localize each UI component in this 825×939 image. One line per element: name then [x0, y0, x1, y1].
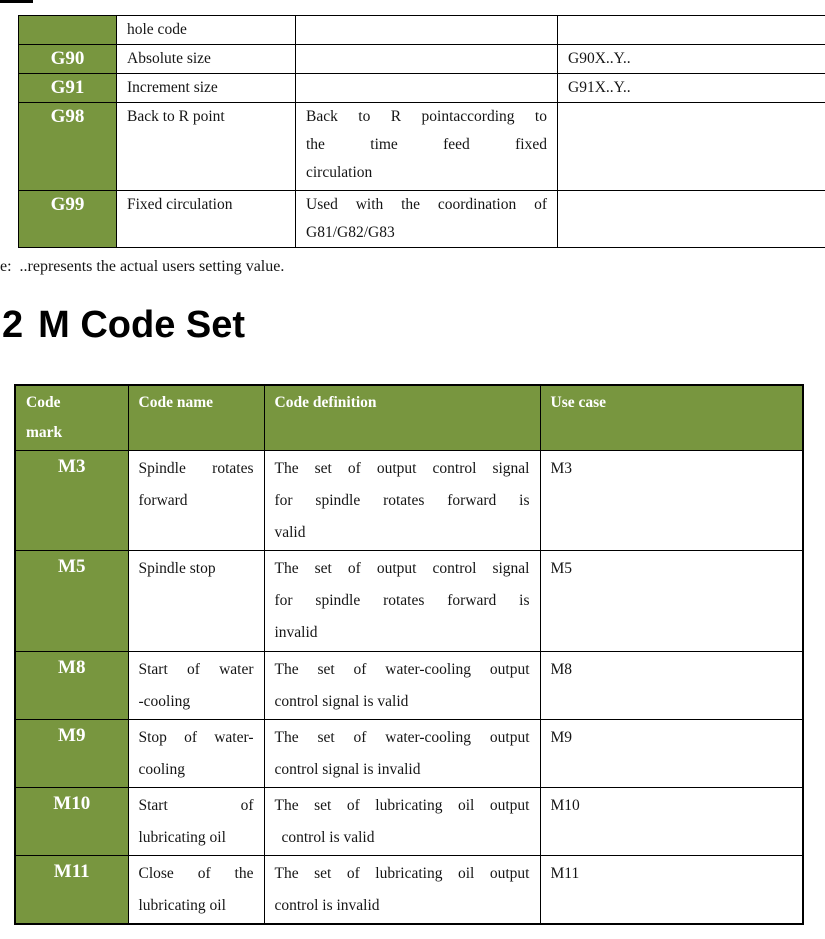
code-mark-cell [19, 16, 117, 45]
code-definition-cell [296, 103, 558, 191]
table-row [19, 74, 825, 103]
use-case-cell [558, 103, 825, 191]
section-heading [2, 303, 245, 347]
use-case-cell [558, 74, 825, 103]
use-case-cell [540, 551, 803, 652]
code-definition-line: The set of lubricating oil output [274, 865, 530, 882]
code-definition-cell [296, 16, 558, 45]
code-name-cell [117, 16, 296, 45]
use-case: M3 [550, 460, 573, 477]
code-definition-cell [264, 856, 540, 925]
use-case-cell [558, 45, 825, 74]
code-definition-line: Used with the coordination of [306, 196, 547, 213]
code-name-line: Spindle stop [138, 560, 216, 577]
code-definition-line: The set of water-cooling output [274, 729, 530, 746]
table-row [19, 191, 825, 248]
use-case: M5 [550, 560, 573, 577]
header-line: Code definition [274, 394, 377, 411]
code-mark-cell: G98 [19, 103, 117, 191]
table-header-row [15, 385, 803, 451]
code-name: hole code [127, 21, 187, 38]
code-mark-cell: G90 [19, 45, 117, 74]
table-row [15, 856, 803, 925]
code-name: Fixed circulation [127, 196, 233, 213]
code-definition-line: for spindle rotates forward is [274, 592, 530, 609]
table-row [19, 45, 825, 74]
code-name-line: lubricating oil [138, 829, 226, 846]
header-line: Use case [550, 394, 607, 411]
header-code-name [128, 385, 264, 451]
code-definition-cell [264, 652, 540, 720]
code-definition-line: for spindle rotates forward is [274, 492, 530, 509]
use-case: G90X..Y.. [568, 50, 631, 67]
code-definition-cell [296, 191, 558, 248]
code-name: Back to R point [127, 108, 225, 125]
header-line: mark [26, 424, 63, 441]
code-name-cell [117, 45, 296, 74]
code-name-cell [117, 191, 296, 248]
table-row [15, 551, 803, 652]
code-name-line: forward [138, 492, 188, 509]
table-row [15, 720, 803, 788]
code-name-line: Spindle rotates [138, 460, 254, 477]
code-name-cell [128, 856, 264, 925]
code-definition-line: Back to R pointaccording to [306, 108, 547, 125]
use-case: M10 [550, 797, 580, 814]
code-definition-line: The set of water-cooling output [274, 661, 530, 678]
code-definition-cell [264, 551, 540, 652]
code-mark-cell: M8 [15, 652, 128, 720]
code-mark-cell: M3 [15, 451, 128, 551]
table-row [15, 788, 803, 856]
code-definition-line: The set of output control signal [274, 460, 530, 477]
code-definition-cell [264, 788, 540, 856]
code-definition-line: valid [274, 524, 306, 541]
code-definition-line: control signal is valid [274, 693, 409, 710]
code-definition-line: G81/G82/G83 [306, 224, 395, 241]
use-case-cell [540, 720, 803, 788]
code-name-line: Close of the [138, 865, 254, 882]
code-name-line: cooling [138, 761, 185, 778]
code-name-line: Start of [138, 797, 254, 814]
code-definition-line: control signal is invalid [274, 761, 421, 778]
use-case-cell [540, 856, 803, 925]
code-name-cell [128, 451, 264, 551]
use-case-cell [540, 652, 803, 720]
section-title: M Code Set [38, 304, 246, 346]
header-use-case [540, 385, 803, 451]
code-name-cell [128, 720, 264, 788]
use-case-cell [540, 788, 803, 856]
code-name-cell [117, 74, 296, 103]
code-name-line: -cooling [138, 693, 191, 710]
header-line: Code [26, 394, 61, 411]
use-case-cell [558, 191, 825, 248]
code-name-cell [128, 788, 264, 856]
code-definition-cell [296, 74, 558, 103]
table-row [15, 652, 803, 720]
code-mark-cell: M11 [15, 856, 128, 925]
code-mark-cell: M5 [15, 551, 128, 652]
use-case: G91X..Y.. [568, 79, 631, 96]
use-case-cell [558, 16, 825, 45]
code-definition-cell [264, 720, 540, 788]
m-code-table [14, 384, 804, 925]
g-code-table [18, 15, 825, 248]
code-name: Absolute size [127, 50, 211, 67]
header-code-mark [15, 385, 128, 451]
table-row [15, 451, 803, 551]
code-name-line: lubricating oil [138, 897, 226, 914]
cropped-line-fragment [0, 0, 33, 3]
code-mark-cell: M10 [15, 788, 128, 856]
code-mark-cell: G99 [19, 191, 117, 248]
code-name-line: Stop of water- [138, 729, 254, 746]
note-text: e: ..represents the actual users setting value. [0, 258, 285, 275]
use-case: M11 [550, 865, 580, 882]
code-name-line: Start of water [138, 661, 254, 678]
code-mark-cell: G91 [19, 74, 117, 103]
code-definition-line: The set of output control signal [274, 560, 530, 577]
code-mark-cell: M9 [15, 720, 128, 788]
code-definition-cell [264, 451, 540, 551]
section-number: 2 [2, 304, 24, 346]
table-row [19, 16, 825, 45]
header-line: Code name [138, 394, 213, 411]
code-definition-line: invalid [274, 624, 318, 641]
use-case: M9 [550, 729, 573, 746]
code-definition-line: control is invalid [274, 897, 380, 914]
header-code-definition [264, 385, 540, 451]
code-definition-line: The set of lubricating oil output [274, 797, 530, 814]
code-definition-line: the time feed fixed [306, 136, 547, 153]
code-name: Increment size [127, 79, 218, 96]
code-name-cell [128, 652, 264, 720]
code-definition-line: control is valid [281, 829, 375, 846]
code-name-cell [128, 551, 264, 652]
code-definition-line: circulation [306, 164, 373, 181]
use-case: M8 [550, 661, 573, 678]
use-case-cell [540, 451, 803, 551]
code-name-cell [117, 103, 296, 191]
code-definition-cell [296, 45, 558, 74]
table-row [19, 103, 825, 191]
